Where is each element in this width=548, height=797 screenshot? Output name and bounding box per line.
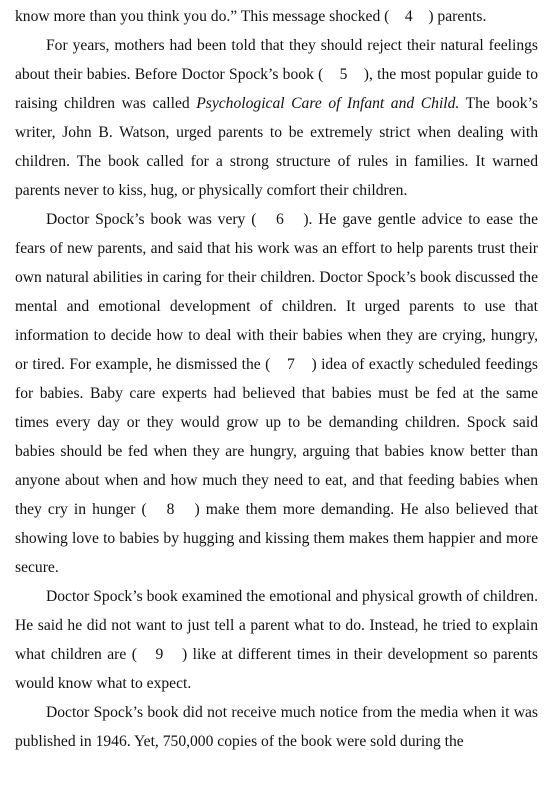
paragraph-2-part-1: For years, mothers had been told that they should reject their natural feelings about their babies. Before Doctor Spock’s book ( 5 ), the most popular guide to raising children was called <box>15 37 538 112</box>
paragraph-2 <box>15 31 538 205</box>
paragraph-4: Doctor Spock’s book examined the emotional and physical growth of children. He said he did not want to just tell a parent what to do. Instead, he tried to explain what children are ( 9 ) like at different times in their development so parents would know what to expect. <box>15 588 538 692</box>
paragraph-2-part-2: The book’s writer, John B. Watson, urged parents to be extremely strict when dealing with children. The book called for a strong structure of rules in families. It warned parents never to kiss, hug, or physically comfort their children. <box>15 95 538 199</box>
paragraph-1: know more than you think you do.” This message shocked ( 4 ) parents. <box>15 8 487 25</box>
book-title-italic: Psychological Care of Infant and Child. <box>196 95 460 112</box>
paragraph-5: Doctor Spock’s book did not receive much notice from the media when it was published in 1946. Yet, 750,000 copies of the book were sold during the <box>15 704 538 750</box>
paragraph-3: Doctor Spock’s book was very ( 6 ). He gave gentle advice to ease the fears of new parents, and said that his work was an effort to help parents trust their own natural abilities in caring for their children. Doctor Spock’s book discussed the mental and emotional development of children. It urged parents to use that information to decide how to deal with their babies when they are crying, hungry, or tired. For example, he dismissed the ( 7 ) idea of exactly scheduled feedings for babies. Baby care experts had believed that babies must be fed at the same times every day or they would grow up to be demanding children. Spock said babies should be fed when they are hungry, arguing that babies know better than anyone about when and how much they need to eat, and that feeding babies when they cry in hunger ( 8 ) make them more demanding. He also believed that showing love to babies by hugging and kissing them makes them happier and more secure. <box>15 211 538 576</box>
